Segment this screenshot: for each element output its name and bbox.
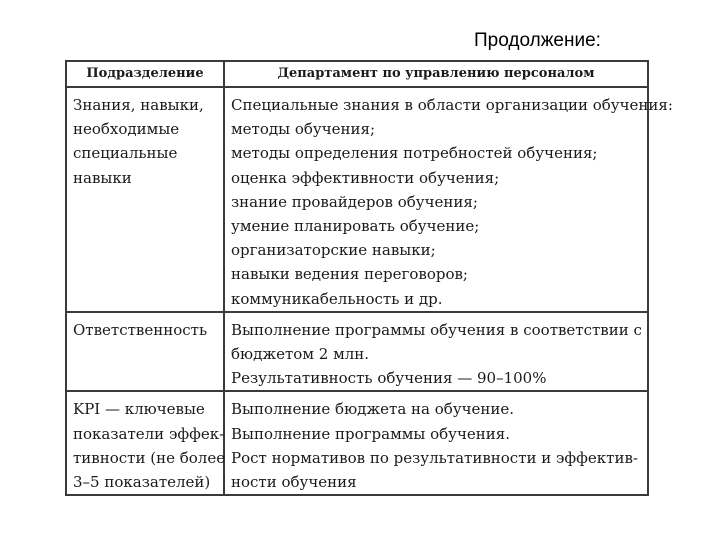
cell-line: KPI — ключевые xyxy=(73,400,205,419)
competency-table-container xyxy=(65,60,673,492)
cell-line: организаторские навыки; xyxy=(231,241,436,260)
cell-line: коммуникабельность и др. xyxy=(231,289,443,308)
row-label-skills xyxy=(66,87,224,312)
table-row xyxy=(66,312,648,392)
cell-line: Выполнение бюджета на обучение. xyxy=(231,400,515,419)
cell-line: методы обучения; xyxy=(231,120,376,139)
cell-line: знание провайдеров обучения; xyxy=(231,192,478,211)
cell-line: оценка эффективности обучения; xyxy=(231,168,500,187)
row-value-responsibility xyxy=(224,312,648,392)
table-header-row xyxy=(66,61,648,87)
cell-line: показатели эффек- xyxy=(73,424,225,443)
cell-line: бюджетом 2 млн. xyxy=(231,345,370,364)
row-label-kpi xyxy=(66,391,224,495)
cell-line: Рост нормативов по результативности и эффектив- xyxy=(231,448,638,467)
cell-line: тивности (не более xyxy=(73,448,226,467)
cell-line: навыки ведения переговоров; xyxy=(231,265,468,284)
competency-table xyxy=(65,60,673,496)
cell-line: Ответственность xyxy=(73,320,208,339)
slide-title: Продолжение: xyxy=(474,30,601,51)
row-label-responsibility xyxy=(66,312,224,392)
row-value-kpi xyxy=(224,391,648,495)
cell-line: ности обучения xyxy=(231,473,357,492)
cell-line: Выполнение программы обучения. xyxy=(231,424,511,443)
cell-line: специальные xyxy=(73,144,178,163)
cell-line: необходимые xyxy=(73,120,180,139)
cell-line: Результативность обучения — 90–100% xyxy=(231,369,547,388)
row-value-skills xyxy=(224,87,673,312)
cell-line: умение планировать обучение; xyxy=(231,217,480,236)
header-hr-department: Департамент по управлению персоналом xyxy=(224,61,648,87)
cell-line: Специальные знания в области организации обучения: xyxy=(231,96,673,114)
header-division: Подразделение xyxy=(66,61,224,87)
table-row xyxy=(66,87,648,312)
cell-line: 3–5 показателей) xyxy=(73,473,211,492)
cell-line: методы определения потребностей обучения; xyxy=(231,144,598,163)
cell-line: навыки xyxy=(73,168,132,187)
cell-line: Выполнение программы обучения в соответствии с xyxy=(231,320,642,339)
table-row xyxy=(66,391,648,495)
cell-line: Знания, навыки, xyxy=(73,96,204,114)
